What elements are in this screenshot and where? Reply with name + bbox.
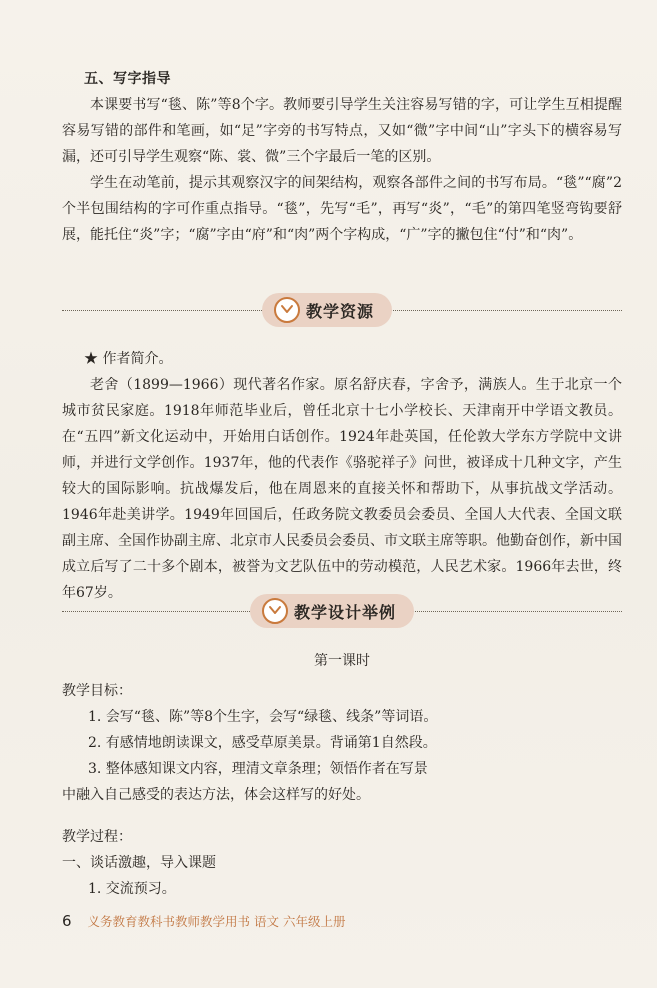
- paragraph: 本课要书写“毯、陈”等8个字。教师要引导学生关注容易写错的字，可让学生互相提醒容易写错的部件和笔画，如“足”字旁的书写特点，又如“微”字中间“山”字头下的横容易写漏，还可引导学生观察“陈、裳、微”三个字最后一笔的区别。: [62, 97, 622, 165]
- author-bio: 老舍（1899—1966）现代著名作家。原名舒庆春，字舍予，满族人。生于北京一个城市贫民家庭。1918年师范毕业后，曾任北京十七小学校长、天津南开中学语文教员。在“五四”新文化运动中，开始用白话创作。1924年赴英国，任伦敦大学东方学院中文讲师，并进行文学创作。1937年，他的代表作《骆驼祥子》问世，被译成十几种文字，产生较大的国际影响。抗战爆发后，他在周恩来的直接关怀和帮助下，从事抗战文学活动。1946年赴美讲学。1949年回国后，任政务院文教委员会委员、全国人大代表、全国文联副主席、全国作协副主席、北京市人民委员会委员、市文联主席等职。他勤奋创作，新中国成立后写了二十多个剧本，被誉为文艺队伍中的劳动模范，人民艺术家。1966年去世，终年67岁。: [62, 377, 622, 601]
- page-number: 6: [62, 912, 72, 930]
- goal-item: 3. 整体感知课文内容，理清文章条理；领悟作者在写景: [88, 761, 428, 777]
- section-resources: [62, 346, 622, 606]
- process-label: 教学过程：: [62, 829, 132, 845]
- lesson-title: 第一课时: [314, 653, 370, 669]
- author-intro-label: ★ 作者简介。: [84, 351, 173, 367]
- arrow-down-right-circle-icon: [262, 598, 288, 624]
- section-heading: 五、写字指导: [84, 71, 171, 87]
- goal-item: 1. 会写“毯、陈”等8个生字，会写“绿毯、线条”等词语。: [88, 709, 438, 725]
- process-step: 一、谈话激趣，导入课题: [62, 855, 216, 871]
- goal-item-continued: 中融入自己感受的表达方法，体会这样写的好处。: [62, 787, 370, 803]
- book-title: 义务教育教科书教师教学用书 语文 六年级上册: [87, 914, 346, 929]
- section-banner-design: [62, 594, 622, 628]
- arrow-down-right-circle-icon: [274, 297, 300, 323]
- page-footer: [62, 912, 346, 930]
- arrow-down-right-icon: [268, 604, 282, 618]
- paragraph: 学生在动笔前，提示其观察汉字的间架结构，观察各部件之间的书写布局。“毯”“腐”2个半包围结构的字可作重点指导。“毯”，先写“毛”，再写“炎”，“毛”的第四笔竖弯钩要舒展，能托住“炎”字；“腐”字由“府”和“肉”两个字构成，“广”字的撇包住“付”和“肉”。: [62, 175, 622, 243]
- section-writing-guidance: [62, 68, 622, 248]
- section-design: [62, 648, 622, 902]
- banner-label: 教学资源: [306, 301, 375, 321]
- arrow-down-right-icon: [280, 303, 294, 317]
- section-banner-resources: [62, 293, 622, 327]
- banner-pill: [262, 293, 392, 327]
- process-substep: 1. 交流预习。: [88, 881, 176, 897]
- banner-label: 教学设计举例: [294, 602, 397, 622]
- goals-label: 教学目标：: [62, 683, 132, 699]
- banner-pill: [250, 594, 414, 628]
- goal-item: 2. 有感情地朗读课文，感受草原美景。背诵第1自然段。: [88, 735, 437, 751]
